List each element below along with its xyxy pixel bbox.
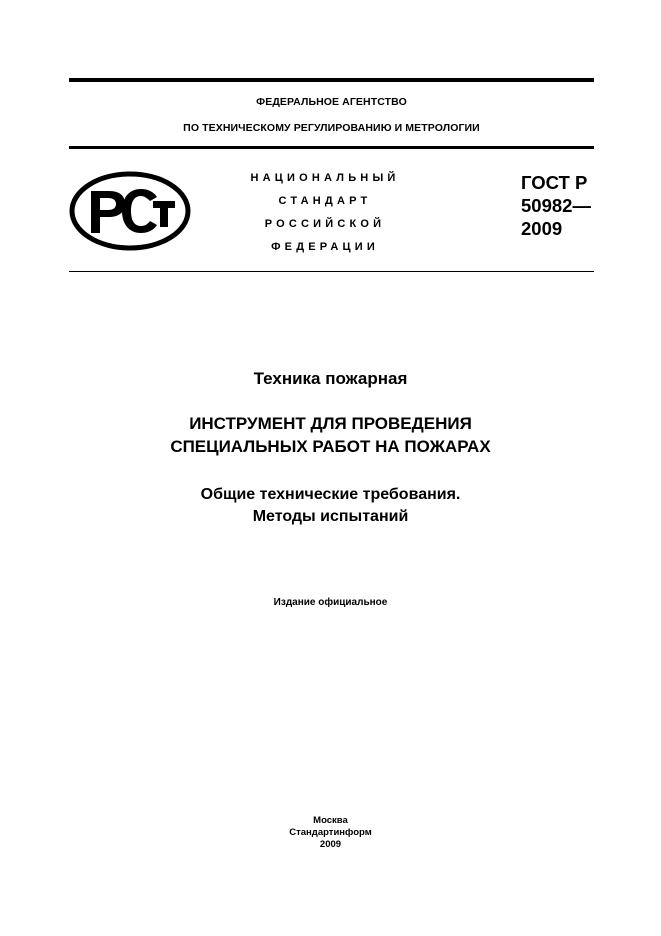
agency-name-line2: ПО ТЕХНИЧЕСКОМУ РЕГУЛИРОВАНИЮ И МЕТРОЛОГИИ [183, 122, 480, 134]
gost-line3: 2009 [521, 218, 563, 239]
title-line1: ИНСТРУМЕНТ ДЛЯ ПРОВЕДЕНИЯ [189, 414, 472, 433]
imprint-publisher: Стандартинформ [289, 827, 372, 838]
imprint-year: 2009 [319, 839, 342, 850]
imprint-city: Москва [313, 815, 348, 826]
agency-name-line1: ФЕДЕРАЛЬНОЕ АГЕНТСТВО [256, 96, 407, 108]
rst-logo [69, 171, 191, 251]
title-line2: СПЕЦИАЛЬНЫХ РАБОТ НА ПОЖАРАХ [170, 437, 491, 456]
imprint [0, 815, 661, 851]
subtitle-line1: Общие технические требования. [200, 486, 461, 503]
national-line4: ФЕДЕРАЦИИ [271, 241, 379, 253]
gost-line2: 50982— [521, 195, 591, 216]
subtitle-line2: Методы испытаний [252, 508, 409, 525]
top-rule [69, 78, 594, 82]
subject-heading: Техника пожарная [253, 369, 408, 388]
header-divider [69, 146, 594, 149]
national-line1: НАЦИОНАЛЬНЫЙ [250, 172, 400, 184]
national-line3: РОССИЙСКОЙ [264, 218, 386, 230]
document-title [0, 412, 661, 458]
national-line2: СТАНДАРТ [278, 195, 372, 207]
document-subtitle [0, 484, 661, 528]
edition-note: Издание официальное [273, 597, 388, 608]
gost-number [521, 171, 591, 240]
block-divider [69, 271, 594, 272]
gost-line1: ГОСТ Р [521, 172, 588, 193]
